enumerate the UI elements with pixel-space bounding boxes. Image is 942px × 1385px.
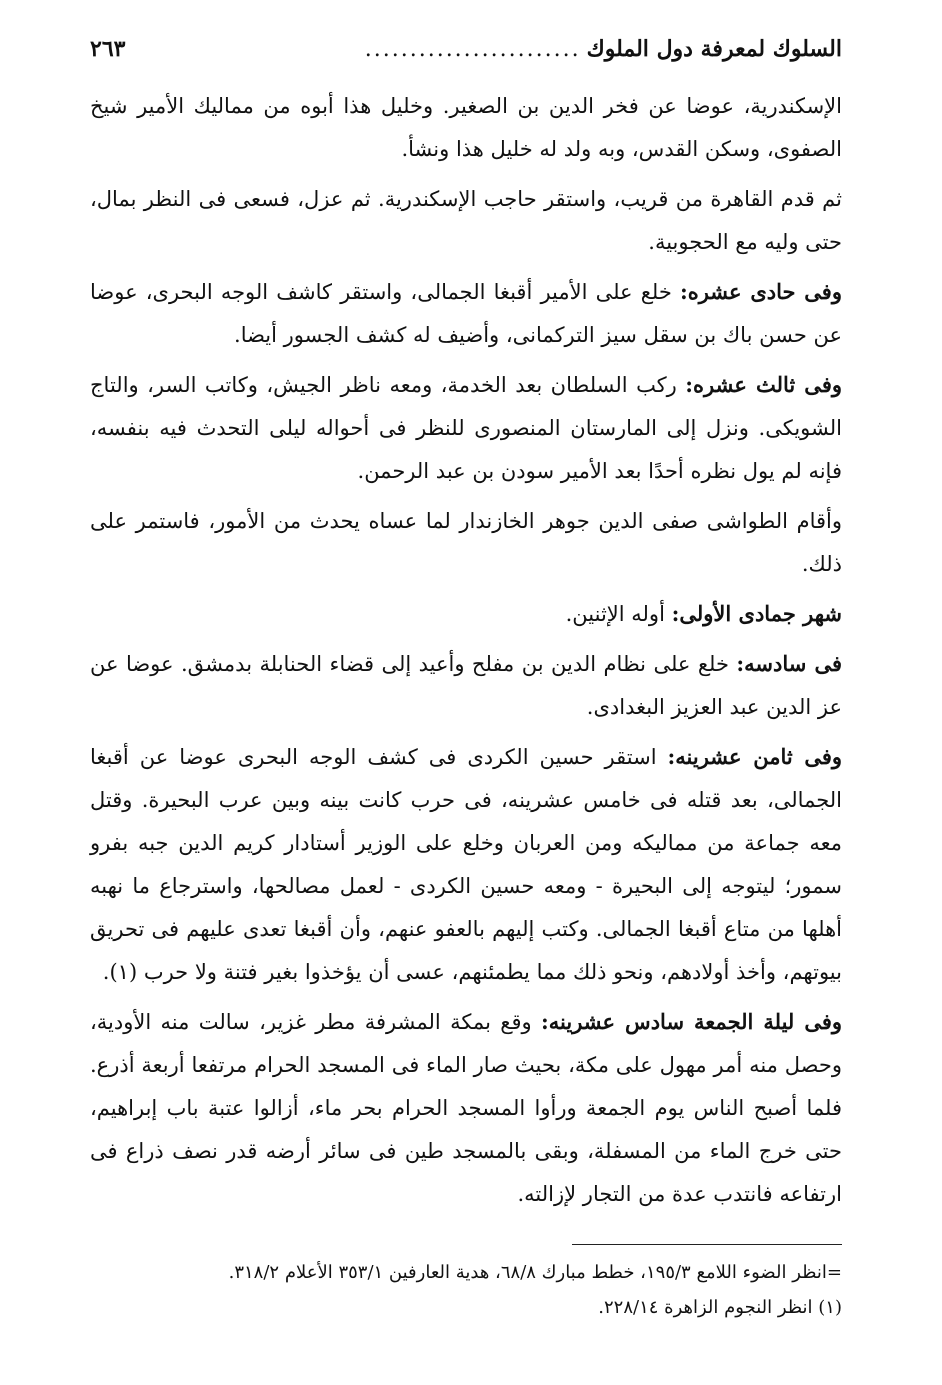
- paragraph-text: خلع على نظام الدين بن مفلح وأعيد إلى قضاء الحنابلة بدمشق. عوضا عن عز الدين عبد العزيز البغدادى.: [90, 652, 842, 719]
- paragraph: [90, 363, 842, 493]
- paragraph: [90, 592, 842, 636]
- document-page: [90, 36, 842, 1325]
- paragraph-text: خلع على الأمير أقبغا الجمالى، واستقر كاشف الوجه البحرى، عوضا عن حسن باك بن سقل سيز التركمانى، وأضيف له كشف الجسور أيضا.: [90, 280, 842, 347]
- paragraph-lead: وفى حادى عشره:: [679, 279, 842, 304]
- paragraph: [90, 270, 842, 357]
- paragraph-lead: فى سادسه:: [736, 651, 842, 676]
- paragraph: [90, 735, 842, 994]
- paragraph-text: الإسكندرية، عوضا عن فخر الدين بن الصغير. وخليل هذا أبوه من مماليك الأمير شيخ الصفوى، وسكن القدس، وبه ولد له خليل هذا ونشأ.: [90, 94, 842, 161]
- footnote-separator: [572, 1244, 842, 1245]
- paragraph: [90, 177, 842, 264]
- paragraph-text: وأقام الطواشى صفى الدين جوهر الخازندار لما عساه يحدث من الأمور، فاستمر على ذلك.: [90, 509, 842, 576]
- book-title: السلوك لمعرفة دول الملوك: [586, 36, 842, 62]
- paragraph-text: وقع بمكة المشرفة مطر غزير، سالت منه الأودية، وحصل منه أمر مهول على مكة، بحيث صار الماء فى المسجد الحرام مرتفعا أربعة أذرع. فلما أصبح الناس يوم الجمعة ورأوا المسجد الحرام بحر ماء، أزالوا عتبة باب إبراهيم، حتى خرج الماء من المسفلة، وبقى بالمسجد طين فى سائر أرضه قدر نصف ذراع فى ارتفاعه فانتدب عدة من التجار لإزالته.: [90, 1010, 842, 1206]
- paragraph-lead: وفى ثامن عشرينه:: [667, 744, 842, 769]
- paragraph: [90, 499, 842, 586]
- paragraph-text: أوله الإثنين.: [565, 602, 672, 626]
- paragraph-lead: وفى ثالث عشره:: [685, 372, 842, 397]
- running-header: [90, 36, 842, 84]
- footnotes: [90, 1255, 842, 1325]
- footnote: (١) انظر النجوم الزاهرة ٢٢٨/١٤.: [598, 1297, 842, 1318]
- paragraph: [90, 1000, 842, 1216]
- paragraph-text: ركب السلطان بعد الخدمة، ومعه ناظر الجيش، وكاتب السر، والتاج الشويكى. ونزل إلى المارستان المنصورى للنظر فى أحواله ليلى التحدث فيه بنفسه، فإنه لم يول نظره أحدًا بعد الأمير سودن بن عبد الرحمن.: [90, 373, 842, 483]
- body-text: [90, 84, 842, 1216]
- paragraph-lead: وفى ليلة الجمعة سادس عشرينه:: [541, 1009, 842, 1034]
- page-number: ٢٦٣: [90, 36, 126, 62]
- paragraph: [90, 84, 842, 171]
- paragraph-text: ثم قدم القاهرة من قريب، واستقر حاجب الإسكندرية. ثم عزل، فسعى فى النظر بمال، حتى وليه مع الحجوبية.: [90, 187, 842, 254]
- footnote-separator-wrap: [90, 1222, 842, 1255]
- paragraph: [90, 642, 842, 729]
- paragraph-lead: شهر جمادى الأولى:: [671, 601, 842, 626]
- footnote: =انظر الضوء اللامع ١٩٥/٣، خطط مبارك ٦٨/٨، هدية العارفين ٣٥٣/١ الأعلام ٣١٨/٢.: [228, 1262, 842, 1283]
- paragraph-text: استقر حسين الكردى فى كشف الوجه البحرى عوضا عن أقبغا الجمالى، بعد قتله فى خامس عشرينه، فى حرب كانت بينه وبين عرب البحيرة. وقتل معه جماعة من مماليكه ومن العربان وخلع على الوزير أستادار كريم الدين جبه بفرو سمور؛ ليتوجه إلى البحيرة - ومعه حسين الكردى - لعمل مصالحها، واسترجاع ما نهبه أهلها من متاع أقبغا الجمالى. وكتب إليهم بالعفو عنهم، وأن أقبغا تعدى عليهم فى تحريق بيوتهم، وأخذ أولادهم، ونحو ذلك مما يطمئنهم، عسى أن يؤخذوا بغير فتنة ولا حرب (١).: [90, 745, 842, 984]
- header-leader-dots: ........................: [364, 37, 581, 62]
